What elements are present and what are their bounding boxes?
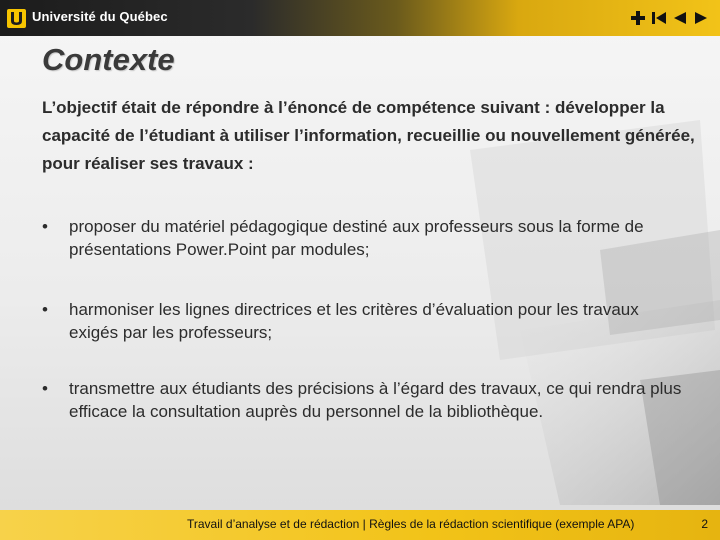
bullet-item bbox=[42, 377, 682, 423]
brand-name: Université du Québec bbox=[32, 9, 168, 24]
previous-slide-icon[interactable] bbox=[671, 9, 689, 27]
first-slide-icon[interactable] bbox=[650, 9, 668, 27]
bullet-glyph: • bbox=[42, 300, 48, 319]
plus-icon[interactable] bbox=[629, 9, 647, 27]
footer-text: Travail d’analyse et de rédaction | Règles de la rédaction scientifique (exemple APA) bbox=[187, 517, 635, 531]
slide-navigation bbox=[629, 8, 710, 28]
next-slide-icon[interactable] bbox=[692, 9, 710, 27]
slide-title: Contexte bbox=[42, 42, 175, 77]
bullet-item bbox=[42, 215, 682, 261]
bullet-glyph: • bbox=[42, 217, 48, 236]
uq-logo-icon bbox=[7, 9, 26, 28]
bullet-text: transmettre aux étudiants des précisions à l’égard des travaux, ce qui rendra plus efficace la consultation auprès du personnel de la bibliothèque. bbox=[69, 379, 682, 421]
bullet-glyph: • bbox=[42, 379, 48, 398]
bullet-text: harmoniser les lignes directrices et les critères d’évaluation pour les travaux exigés par les professeurs; bbox=[69, 300, 639, 342]
header-bar bbox=[0, 0, 720, 36]
bullet-text: proposer du matériel pédagogique destiné aux professeurs sous la forme de présentations Power.Point par modules; bbox=[69, 217, 644, 259]
intro-paragraph: L’objectif était de répondre à l’énoncé de compétence suivant : développer la capacité de l’étudiant à utiliser l’information, recueillie ou nouvellement générée, pour réaliser ses travaux : bbox=[42, 98, 695, 173]
bullet-item bbox=[42, 298, 682, 344]
page-number: 2 bbox=[701, 517, 708, 531]
